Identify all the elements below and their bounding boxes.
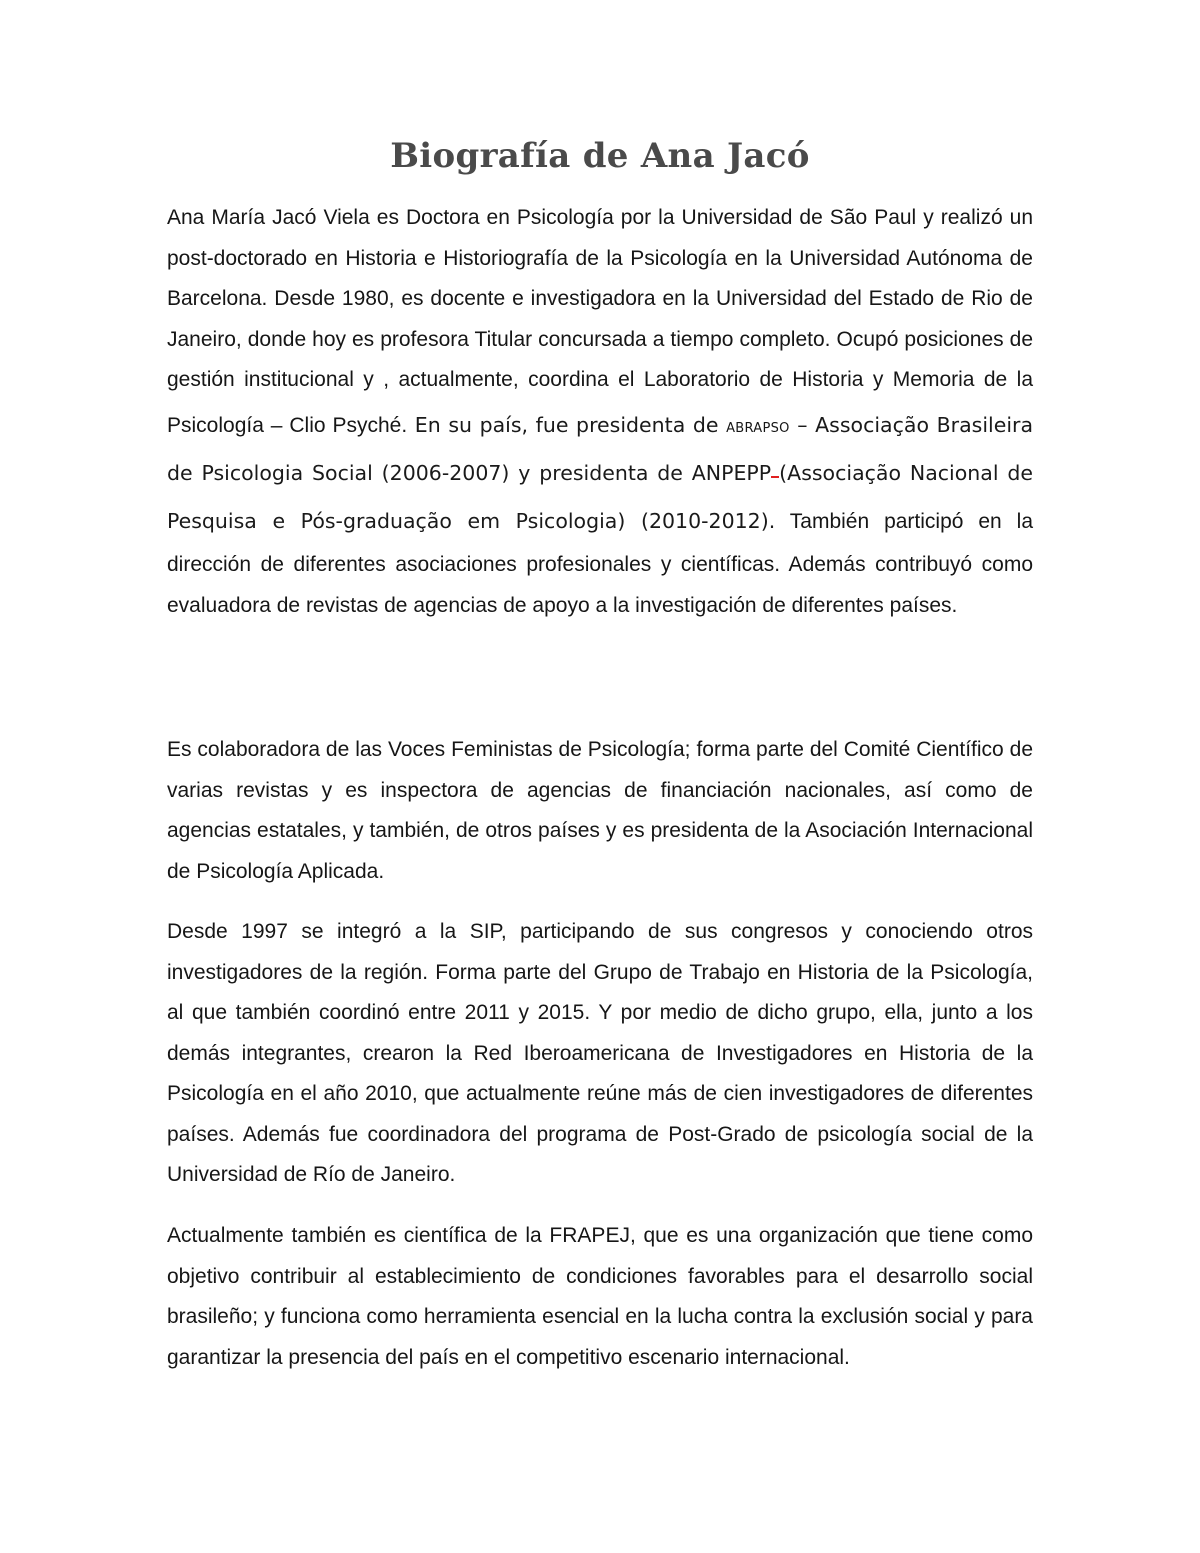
abrapso-acronym: ABRAPSO bbox=[726, 420, 790, 436]
paragraph-frapej bbox=[167, 1216, 1033, 1378]
paragraph-1-part-5: También participó en la dirección de diferentes asociaciones profesionales y científicas. Además contribuyó como evaluadora de revistas de agencias de apoyo a la investigación de diferentes países. bbox=[167, 510, 1033, 617]
paragraph-4-text: Actualmente también es científica de la FRAPEJ, que es una organización que tiene como objetivo contribuir al establecimiento de condiciones favorables para el desarrollo social brasileño; y funciona como herramienta esencial en la lucha contra la exclusión social y para garantizar la presencia del país en el competitivo escenario internacional. bbox=[167, 1224, 1033, 1369]
paragraph-1-part-3: – Associação Brasileira de Psicologia Social (2006-2007) y presidenta de ANPEPP bbox=[167, 412, 1034, 485]
paragraph-biography bbox=[167, 198, 1033, 626]
paragraph-collaboration bbox=[167, 730, 1033, 892]
document-title: Biografía de Ana Jacó bbox=[390, 136, 810, 176]
paragraph-2-text: Es colaboradora de las Voces Feministas de Psicología; forma parte del Comité Científico de varias revistas y es inspectora de agencias de financiación nacionales, así como de agencias estatales, y también, de otros países y es presidenta de la Asociación Internacional de Psicología Aplicada. bbox=[167, 738, 1033, 883]
paragraph-3-text: Desde 1997 se integró a la SIP, participando de sus congresos y conociendo otros investigadores de la región. Forma parte del Grupo de Trabajo en Historia de la Psicología, al que también coordinó entre 2011 y 2015. Y por medio de dicho grupo, ella, junto a los demás integrantes, crearon la Red Iberoamericana de Investigadores en Historia de la Psicología en el año 2010, que actualmente reúne más de cien investigadores de diferentes países. Además fue coordinadora del programa de Post-Grado de psicología social de la Universidad de Río de Janeiro. bbox=[167, 920, 1033, 1186]
paragraph-1-part-4: (Associação Nacional de Pesquisa e Pós-graduação em Psicologia) (2010-2012). bbox=[167, 461, 1033, 533]
spellcheck-marker bbox=[771, 476, 779, 478]
paragraph-1-part-1: Ana María Jacó Viela es Doctora en Psicología por la Universidad de São Paul y realizó un post-doctorado en Historia e Historiografía de la Psicología en la Universidad Autónoma de Barcelona. Desde 1980, es docente e investigadora en la Universidad del Estado de Rio de Janeiro, donde hoy es profesora Titular concursada a tiempo completo. Ocupó posiciones de gestión institucional y , actualmente, coordina el Laboratorio de Historia y Memoria de la Psicología – Clio Psyché. bbox=[167, 206, 1033, 437]
paragraph-sip bbox=[167, 912, 1033, 1196]
paragraph-1-part-2: En su país, fue presidenta de bbox=[407, 412, 727, 437]
